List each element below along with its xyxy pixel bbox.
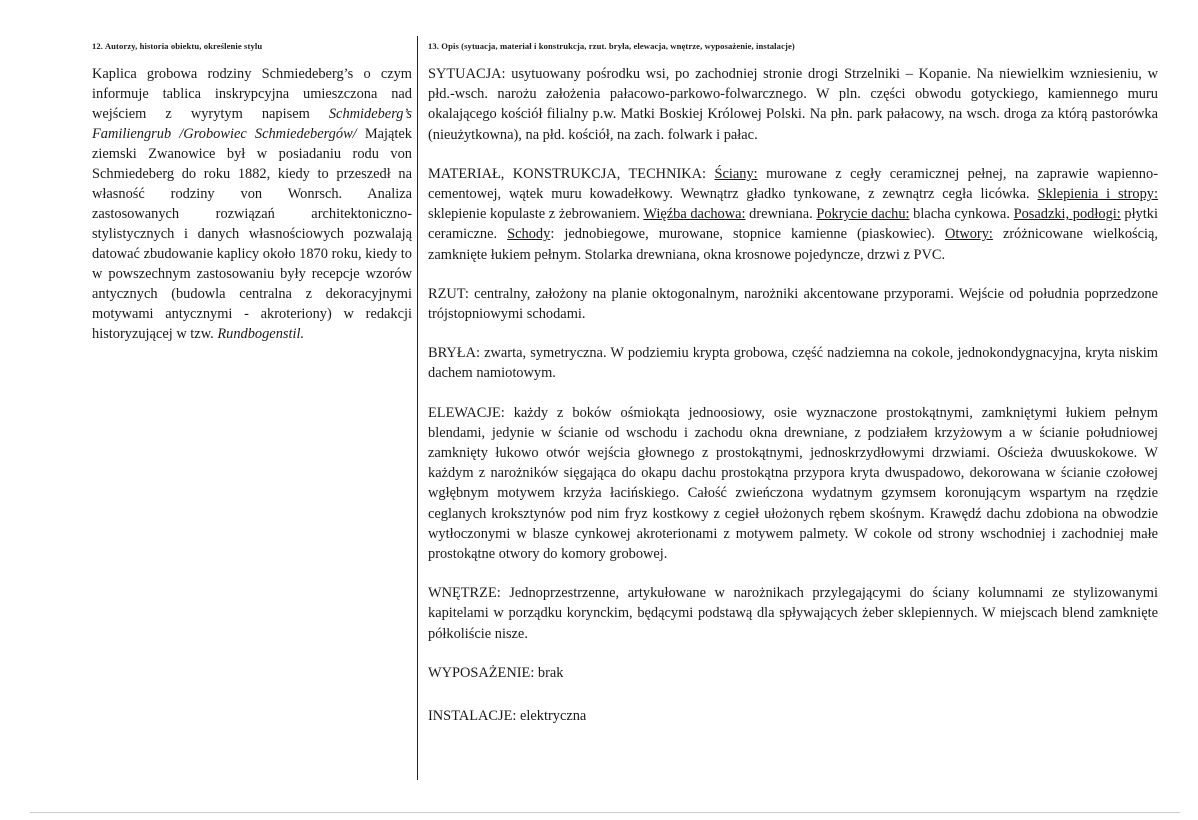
section-text: ELEWACJE: każdy z boków ośmiokąta jednoosiowy, osie wyznaczone prostokątnymi, zamkniętymi łukiem pełnym blendami, jedynie w ścianie od wschodu i zachodu okna drewniane, z podziałem krzyżowym a w ścianie południowej zamknięty łukowo otwór wejścia głownego z prostokątnymi, jednoskrzydłowymi drzwiami. Ościeża dwuuskokowe. W każdym z narożników sięgająca do okapu dachu prostokątna przypora kryta dwuspadowo, dekorowana w ścianie czołowej wgłębnym motywem krzyża łacińskiego. Całość zwieńczona wydatnym gzymsem koronującym wspartym na rzędzie ceglanych kroksztynów pod nim fryz kostkowy z cegieł ułożonych rębem skośnym. Krawędź dachu zdobiona na obwodzie wytłoczonymi w blasze cynkowej akroterionami z motywem palmety. W cokole od strony wschodniej i zachodniej małe prostokątne otwory do komory grobowej. [428, 404, 1158, 563]
section-text: : jednobiegowe, murowane, stopnice kamienne (piaskowiec). [550, 226, 945, 243]
left-column [92, 40, 412, 344]
section-text: sklepienie kopulaste z żebrowaniem. [428, 206, 644, 223]
page-bottom-rule [30, 812, 1180, 813]
body-run-italic: Rundbogenstil. [217, 326, 305, 342]
section-text: płytki ceramiczne. [428, 206, 1158, 243]
right-column-heading: 13. Opis (sytuacja, materiał i konstrukcja, rzut. bryła, elewacja, wnętrze, wyposażenie, instalacje) [428, 41, 795, 51]
column-divider [417, 36, 418, 780]
section-material [428, 164, 1158, 265]
section-text: BRYŁA: zwarta, symetryczna. W podziemiu krypta grobowa, część nadziemna na cokole, jednokondygnacyjna, kryta niskim dachem namiotowym. [428, 345, 1158, 382]
body-run: Majątek ziemski Zwanowice był w posiadaniu rodu von Schmiedeberg do roku 1882, kiedy to przeszedł na własność rodziny von Wonrsch. Analiza zastosowanych rozwiązań architektoniczno-stylistycznych i danych własnościowych pozwalają datować zbudowanie kaplicy około 1870 roku, kiedy to w powszechnym zastosowaniu były recepcje wzorów antycznych (budowla centralna z dekoracyjnymi motywami antycznymi - akroteriony) w redakcji historyzującej w tzw. [92, 126, 412, 342]
right-column [428, 40, 1158, 749]
body-run: Kaplica grobowa rodziny Schmiedeberg’s o czym informuje tablica inskrypcyjna umieszczona nad wejściem z wyrytym napisem [92, 66, 412, 122]
section-text: zróżnicowane wielkością, zamknięte łukiem pełnym. Stolarka drewniana, okna krosnowe pojedyncze, drzwi z PVC. [428, 226, 1159, 263]
body-run-italic: Schmideberg’s Familiengrub /Grobowiec Schmiedebergów/ [92, 106, 412, 142]
section-instalacje [428, 706, 1158, 726]
section-text: murowane z cegły ceramicznej pełnej, na zaprawie wapienno-cementowej, wątek muru kowadełkowy. Wewnątrz gładko tynkowane, z zewnątrz cegła licówka. [428, 165, 1158, 203]
section-text: blacha cynkowa. [909, 206, 1014, 223]
section-text: WYPOSAŻENIE: brak [428, 664, 564, 681]
section-rzut [428, 284, 1158, 324]
section-text: MATERIAŁ, KONSTRUKCJA, TECHNIKA: [428, 165, 715, 182]
section-wnetrze [428, 583, 1158, 644]
underlined-label: Ściany: [714, 165, 758, 182]
underlined-label: Schody [507, 226, 551, 243]
left-column-heading: 12. Autorzy, historia obiektu, określenie stylu [92, 41, 263, 51]
section-text: INSTALACJE: elektryczna [428, 708, 587, 725]
underlined-label: Posadzki, podłogi: [1013, 206, 1121, 223]
section-text: drewniana. [745, 206, 817, 223]
underlined-label: Sklepienia i stropy: [1037, 186, 1159, 203]
section-bryla [428, 343, 1158, 383]
section-sytuacja [428, 64, 1158, 145]
underlined-label: Otwory: [944, 226, 993, 243]
section-elewacje [428, 403, 1158, 565]
section-text: WNĘTRZE: Jednoprzestrzenne, artykułowane w narożnikach przylegającymi do ściany kolumnami ze stylizowanymi kapitelami w porządku korynckim, będącymi podstawą dla spływających żeber sklepiennych. W miejscach blend zamknięte półkoliście nisze. [428, 585, 1158, 642]
underlined-label: Pokrycie dachu: [816, 206, 910, 223]
section-text: SYTUACJA: usytuowany pośrodku wsi, po zachodniej stronie drogi Strzelniki – Kopanie. Na niewielkim wzniesieniu, w płd.-wsch. narożu założenia pałacowo-parkowo-folwarcznego. W pln. części obwodu gotyckiego, kamiennego muru okalającego kościół filialny p.w. Matki Boskiej Królowej Polski. Na płn. park pałacowy, na wsch. droga za którą pastorówka (nieużytkowna), na płd. kościół, na zach. folwark i pałac. [428, 66, 1158, 143]
left-column-body [92, 64, 412, 344]
underlined-label: Więźba dachowa: [643, 206, 746, 223]
section-wyposazenie [428, 663, 1158, 683]
section-text: RZUT: centralny, założony na planie oktogonalnym, narożniki akcentowane przyporami. Wejście od południa poprzedzone trójstopniowymi schodami. [428, 285, 1158, 323]
